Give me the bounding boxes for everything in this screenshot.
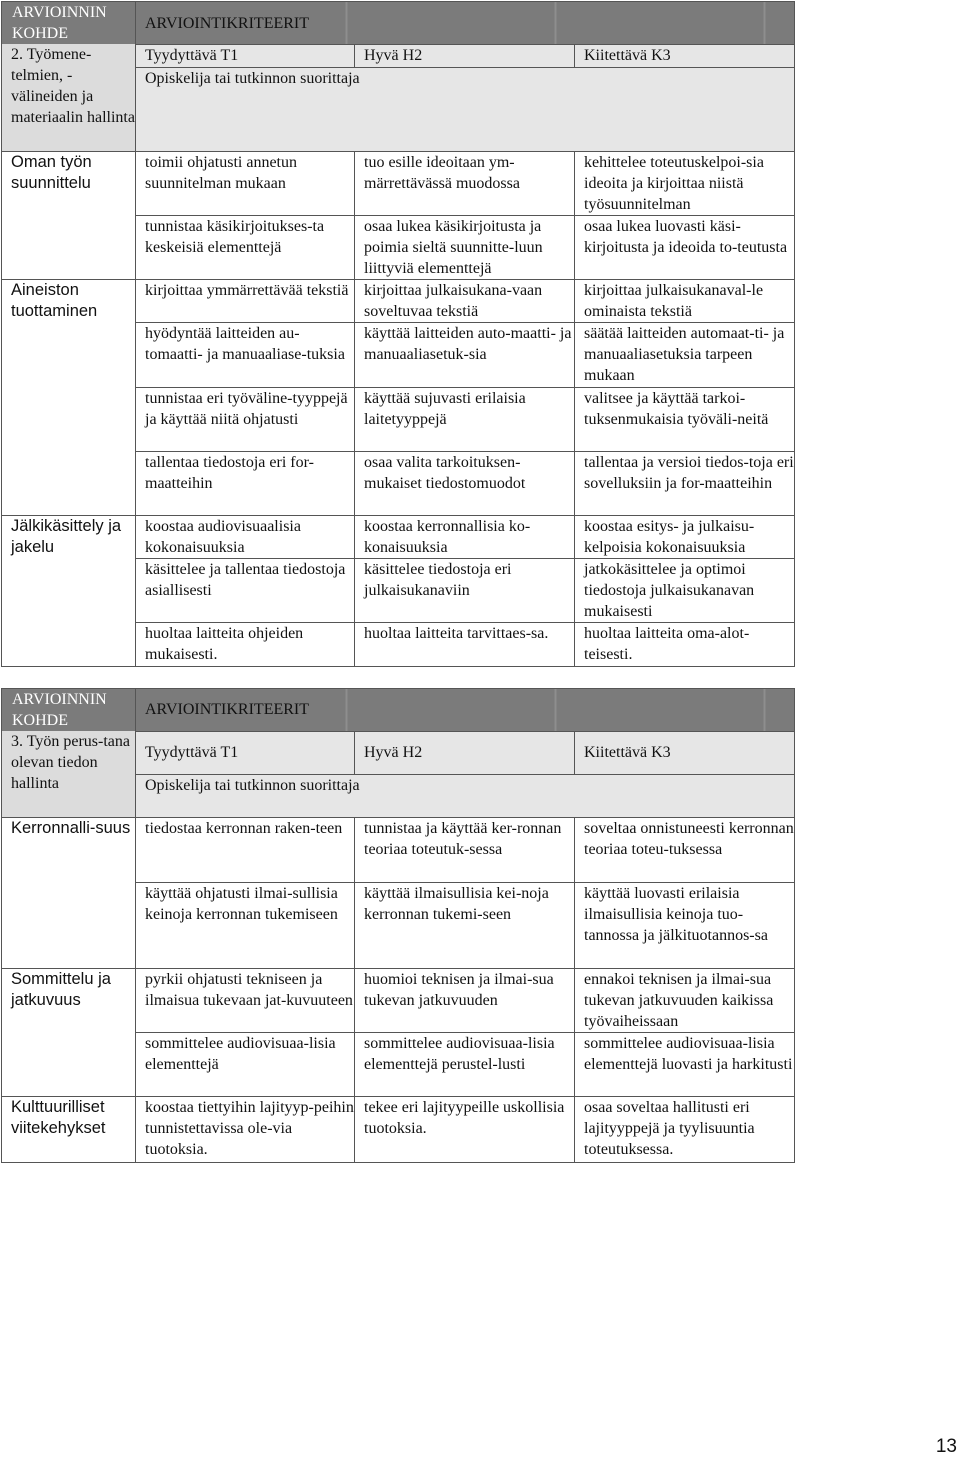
criterion-h2: sommittelee audiovisuaa-lisia elementtejä perustel-lusti (355, 1032, 575, 1096)
criterion-k3: sommittelee audiovisuaa-lisia elementtejä luovasti ja harkitusti (575, 1032, 795, 1096)
criterion-t1: huoltaa laitteita ohjeiden mukaisesti. (136, 623, 355, 667)
section-title: 3. Työn perus-tana olevan tiedon hallinta (2, 731, 136, 817)
criterion-k3: huoltaa laitteita oma-alot-teisesti. (575, 623, 795, 667)
criterion-t1: tiedostaa kerronnan raken-teen (136, 817, 355, 882)
criterion-t1: pyrkii ohjatusti tekniseen ja ilmaisua tukevaan jat-kuvuuteen (136, 968, 355, 1032)
section-title: 2. Työmene-telmien, -välineiden ja materiaalin hallinta (2, 44, 136, 152)
criterion-h2: tuo esille ideoitaan ym-märrettävässä muodossa (355, 152, 575, 216)
level-t1: Tyydyttävä T1 (136, 731, 355, 774)
criterion-h2: osaa valita tarkoituksen-mukaiset tiedostomuodot (355, 452, 575, 516)
page-number: 13 (935, 1436, 957, 1457)
criterion-k3: säätää laitteiden automaat-ti- ja manuaaliasetuksia tarpeen mukaan (575, 323, 795, 388)
criterion-h2: kirjoittaa julkaisukana-vaan soveltuvaa tekstiä (355, 280, 575, 323)
criteria-table-1 (1, 1, 795, 667)
criterion-h2: huoltaa laitteita tarvittaes-sa. (355, 623, 575, 667)
kohde-header: ARVIOINNIN KOHDE (2, 2, 136, 45)
level-k3: Kiitettävä K3 (575, 731, 795, 774)
criterion-k3: ennakoi teknisen ja ilmai-sua tukevan jatkuvuuden kaikissa työvaiheissaan (575, 968, 795, 1032)
criterion-t1: tunnistaa käsikirjoitukses-ta keskeisiä elementtejä (136, 216, 355, 280)
criterion-k3: valitsee ja käyttää tarkoi-tuksenmukaisia työväli-neitä (575, 388, 795, 452)
criterion-k3: käyttää luovasti erilaisia ilmaisullisia keinoja tuo-tannossa ja jälkituotannos-sa (575, 882, 795, 968)
criterion-h2: koostaa kerronnallisia ko-konaisuuksia (355, 516, 575, 559)
group-aineiston-tuottaminen: Aineiston tuottaminen (2, 280, 136, 516)
group-kulttuurilliset-viitekehykset: Kulttuurilliset viitekehykset (2, 1096, 136, 1162)
criterion-k3: osaa lukea luovasti käsi-kirjoitusta ja ideoida to-teutusta (575, 216, 795, 280)
criterion-h2: osaa lukea käsikirjoitusta ja poimia sieltä suunnitte-luun liittyviä elementtejä (355, 216, 575, 280)
criteria-table-2 (1, 688, 795, 1163)
criterion-h2: huomioi teknisen ja ilmai-sua tukevan jatkuvuuden (355, 968, 575, 1032)
subject-label: Opiskelija tai tutkinnon suorittaja (136, 774, 795, 817)
criterion-h2: tekee eri lajityypeille uskollisia tuotoksia. (355, 1096, 575, 1162)
criterion-h2: käyttää ilmaisullisia kei-noja kerronnan tukemi-seen (355, 882, 575, 968)
subject-spacer (136, 89, 795, 152)
criterion-h2: käyttää laitteiden auto-maatti- ja manuaaliasetuk-sia (355, 323, 575, 388)
criterion-t1: kirjoittaa ymmärrettävää tekstiä (136, 280, 355, 323)
group-jalkikasittely-ja-jakelu: Jälkikäsittely ja jakelu (2, 516, 136, 667)
criterion-k3: soveltaa onnistuneesti kerronnan teoriaa toteu-tuksessa (575, 817, 795, 882)
level-h2: Hyvä H2 (355, 731, 575, 774)
criterion-t1: toimii ohjatusti annetun suunnitelman mukaan (136, 152, 355, 216)
group-sommittelu-ja-jatkuvuus: Sommittelu ja jatkuvuus (2, 968, 136, 1096)
criterion-t1: koostaa audiovisuaalisia kokonaisuuksia (136, 516, 355, 559)
criterion-k3: osaa soveltaa hallitusti eri lajityyppejä ja tyylisuuntia toteutuksessa. (575, 1096, 795, 1162)
criterion-k3: kirjoittaa julkaisukanaval-le ominaista tekstiä (575, 280, 795, 323)
criterion-h2: käyttää sujuvasti erilaisia laitetyyppejä (355, 388, 575, 452)
criterion-k3: koostaa esitys- ja julkaisu-kelpoisia kokonaisuuksia (575, 516, 795, 559)
criterion-t1: sommittelee audiovisuaa-lisia elementtejä (136, 1032, 355, 1096)
criterion-t1: tallentaa tiedostoja eri for-maatteihin (136, 452, 355, 516)
kriteerit-header: ARVIOINTIKRITEERIT (136, 689, 795, 732)
criterion-t1: käyttää ohjatusti ilmai-sullisia keinoja kerronnan tukemiseen (136, 882, 355, 968)
level-k3: Kiitettävä K3 (575, 44, 795, 67)
kohde-header: ARVIOINNIN KOHDE (2, 689, 136, 732)
criterion-k3: tallentaa ja versioi tiedos-toja eri sovelluksiin ja for-maatteihin (575, 452, 795, 516)
level-h2: Hyvä H2 (355, 44, 575, 67)
group-oman-tyon-suunnittelu: Oman työn suunnittelu (2, 152, 136, 280)
level-t1: Tyydyttävä T1 (136, 44, 355, 67)
criterion-h2: käsittelee tiedostoja eri julkaisukanaviin (355, 559, 575, 623)
group-kerronnallisuus: Kerronnalli-suus (2, 817, 136, 968)
subject-label: Opiskelija tai tutkinnon suorittaja (136, 67, 795, 89)
criterion-h2: tunnistaa ja käyttää ker-ronnan teoriaa toteutuk-sessa (355, 817, 575, 882)
criterion-k3: jatkokäsittelee ja optimoi tiedostoja julkaisukanavan mukaisesti (575, 559, 795, 623)
criterion-t1: tunnistaa eri työväline-tyyppejä ja käyttää niitä ohjatusti (136, 388, 355, 452)
criterion-k3: kehittelee toteutuskelpoi-sia ideoita ja kirjoittaa niistä työsuunnitelman (575, 152, 795, 216)
kriteerit-header: ARVIOINTIKRITEERIT (136, 2, 795, 45)
criterion-t1: käsittelee ja tallentaa tiedostoja asiallisesti (136, 559, 355, 623)
criterion-t1: hyödyntää laitteiden au-tomaatti- ja manuaaliase-tuksia (136, 323, 355, 388)
criterion-t1: koostaa tiettyihin lajityyp-peihin tunnistettavissa ole-via tuotoksia. (136, 1096, 355, 1162)
